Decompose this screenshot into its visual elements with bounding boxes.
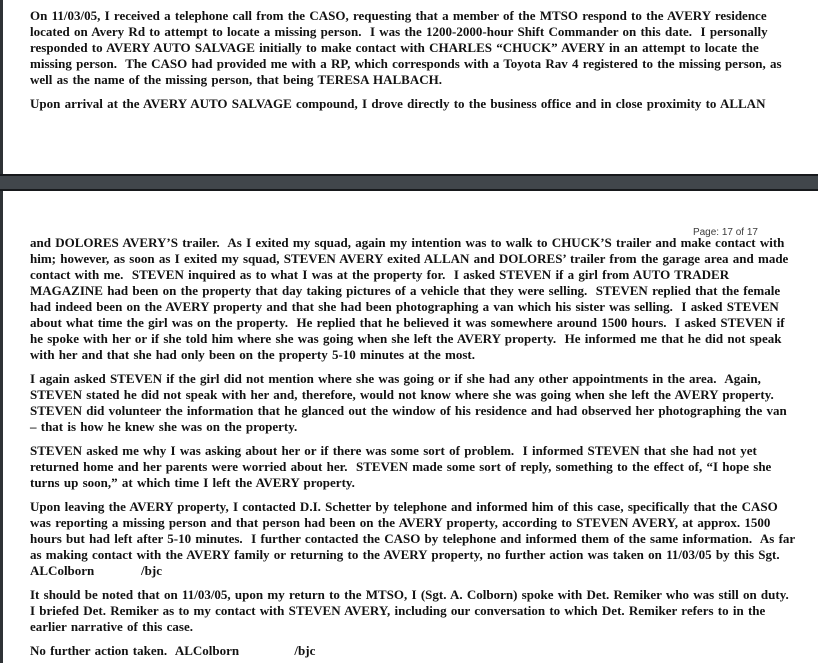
- text-line: No further action taken. ALColborn /bjc: [30, 643, 316, 658]
- text-line: STEVEN asked me why I was asking about her or if there was some sort of problem. I informed STEVEN that she had not yet: [30, 443, 757, 458]
- text-line: hours but had left after 5-10 minutes. I further contacted the CASO by telephone and informed them of the same information. As far: [30, 531, 796, 546]
- text-line: – that is how he knew she was on the property.: [30, 419, 298, 434]
- text-line: contact with me. STEVEN inquired as to what I was at the property for. I asked STEVEN if a girl from AUTO TRADER: [30, 267, 730, 282]
- paragraph: [30, 8, 782, 88]
- page-separator: [0, 174, 818, 191]
- text-line: On 11/03/05, I received a telephone call from the CASO, requesting that a member of the MTSO respond to the AVERY residence: [30, 8, 767, 23]
- text-line: It should be noted that on 11/03/05, upon my return to the MTSO, I (Sgt. A. Colborn) spoke with Det. Remiker who was still on duty.: [30, 587, 789, 602]
- text-line: earlier narrative of this case.: [30, 619, 193, 634]
- text-line: was reporting a missing person and that person had been on the AVERY property, according to STEVEN AVERY, at approx. 1500: [30, 515, 771, 530]
- text-line: turns up soon,” at which time I left the AVERY property.: [30, 475, 355, 490]
- text-line: STEVEN did volunteer the information that he glanced out the window of his residence and had observed her photographing the van: [30, 403, 787, 418]
- page-2: [0, 191, 818, 663]
- page-2-text: [30, 235, 795, 663]
- text-line: STEVEN stated he did not speak with her and, therefore, would not know where she was going when she left the AVERY property.: [30, 387, 774, 402]
- text-line: I again asked STEVEN if the girl did not mention where she was going or if she had any other appointments in the area. Again,: [30, 371, 761, 386]
- text-line: well as the name of the missing person, that being TERESA HALBACH.: [30, 72, 442, 87]
- paragraph: [30, 96, 782, 112]
- text-line: responded to AVERY AUTO SALVAGE initially to make contact with CHARLES “CHUCK” AVERY in an attempt to locate the: [30, 40, 759, 55]
- paragraph: [30, 587, 795, 635]
- text-line: and DOLORES AVERY’S trailer. As I exited my squad, again my intention was to walk to CHUCK’S trailer and make contact with: [30, 235, 785, 250]
- text-line: about what time the girl was on the property. He replied that he believed it was somewhere around 1500 hours. I asked STEVEN if: [30, 315, 785, 330]
- text-line: he spoke with her or if she told him where she was going when she left the AVERY property. He informed me that he did not speak: [30, 331, 782, 346]
- page-number-label: Page: 17 of 17: [692, 227, 758, 238]
- text-line: located on Avery Rd to attempt to locate a missing person. I was the 1200-2000-hour Shift Commander on this date. I personally: [30, 24, 768, 39]
- text-line: Upon arrival at the AVERY AUTO SALVAGE compound, I drove directly to the business office and in close proximity to ALLAN: [30, 96, 766, 111]
- page-1: [0, 0, 818, 174]
- paragraph: [30, 499, 795, 579]
- text-line: had indeed been on the AVERY property and that she had been photographing a van which his sister was selling. I asked STEVEN: [30, 299, 779, 314]
- paragraph: [30, 371, 795, 435]
- paragraph: [30, 235, 795, 363]
- text-line: ALColborn /bjc: [30, 563, 162, 578]
- text-line: him; however, as soon as I exited my squad, STEVEN AVERY exited ALLAN and DOLORES’ trailer from the garage area and made: [30, 251, 789, 266]
- text-line: I briefed Det. Remiker as to my contact with STEVEN AVERY, including our conversation to which Det. Remiker refers to in the: [30, 603, 766, 618]
- text-line: MAGAZINE had been on the property that day taking pictures of a vehicle that they were selling. STEVEN replied that the female: [30, 283, 781, 298]
- text-line: returned home and her parents were worried about her. STEVEN made some sort of reply, something to the effect of, “I hope she: [30, 459, 772, 474]
- page-1-text: [30, 8, 782, 120]
- text-line: Upon leaving the AVERY property, I contacted D.I. Schetter by telephone and informed him of this case, specifically that the CASO: [30, 499, 778, 514]
- text-line: missing person. The CASO had provided me with a RP, which corresponds with a Toyota Rav 4 registered to the missing person, as: [30, 56, 782, 71]
- paragraph: [30, 443, 795, 491]
- text-line: with her and that she had only been on the property 5-10 minutes at the most.: [30, 347, 475, 362]
- paragraph: [30, 643, 795, 659]
- viewer-left-edge: [0, 0, 3, 663]
- text-line: as making contact with the AVERY family or returning to the AVERY property, no further action was taken on 11/03/05 by this Sgt.: [30, 547, 780, 562]
